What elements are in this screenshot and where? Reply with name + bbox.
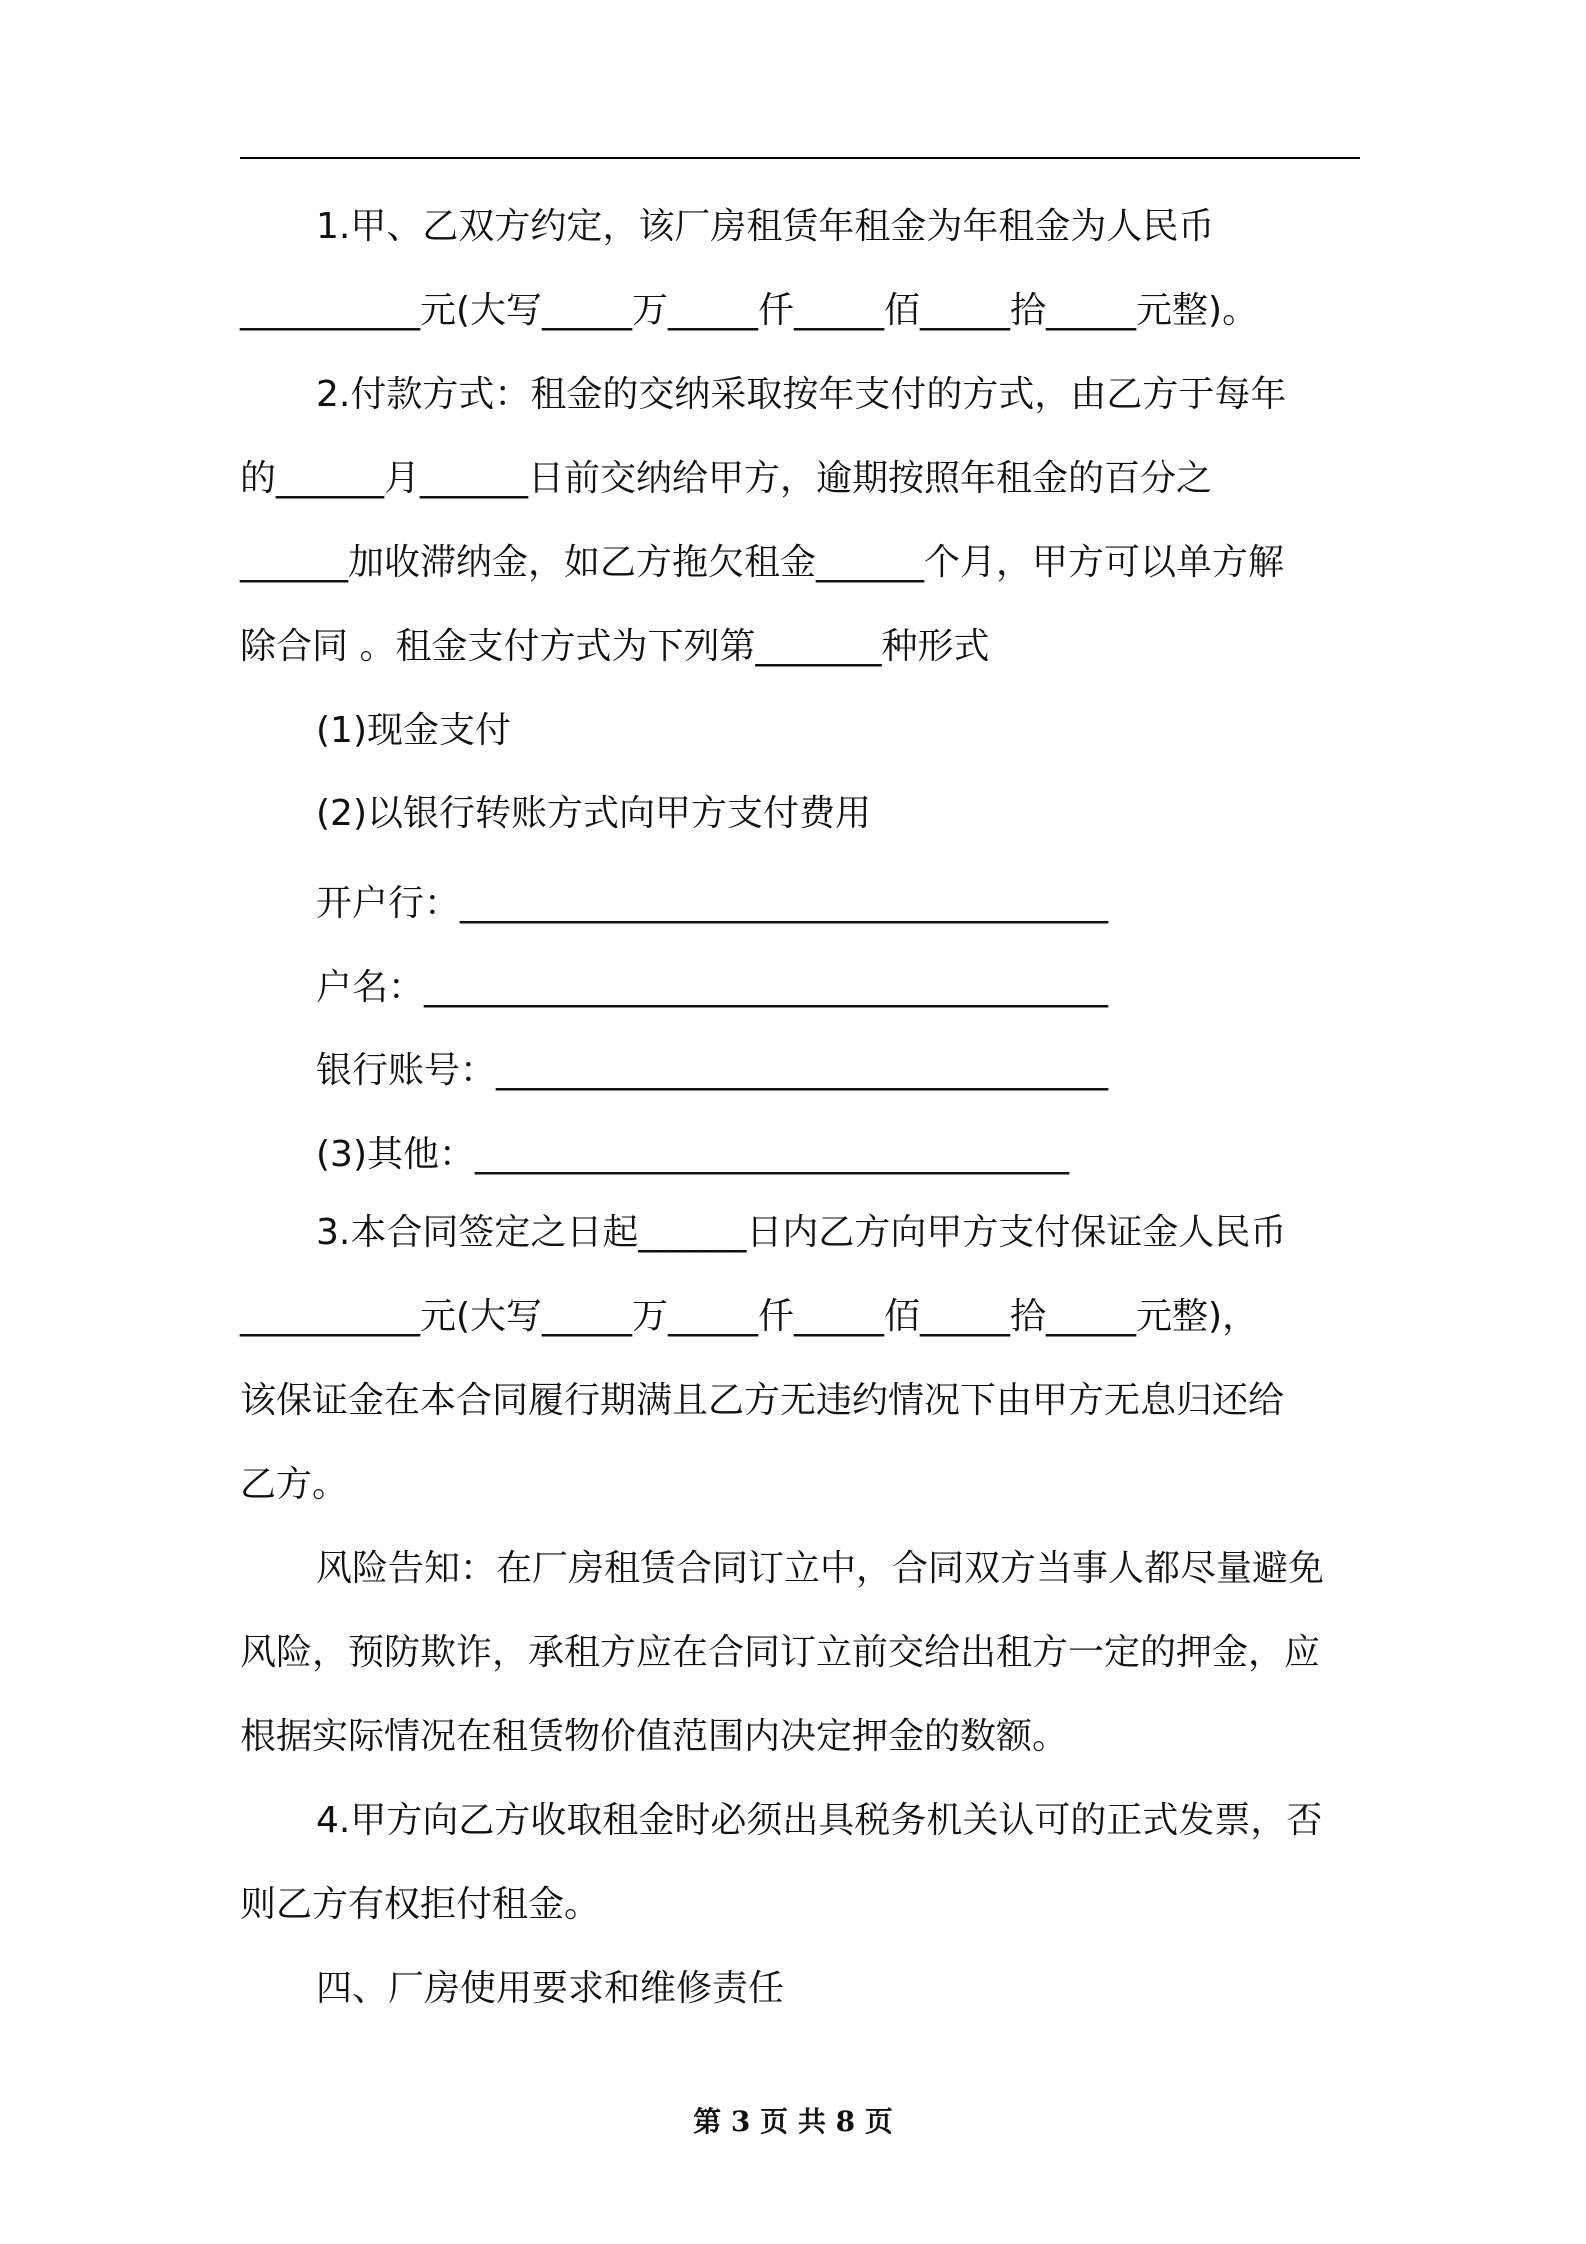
text-line: 银行账号：__________________________________	[316, 1050, 1109, 1091]
text-line: 乙方。	[240, 1464, 349, 1505]
text-line: 四、厂房使用要求和维修责任	[316, 1968, 785, 2009]
text-line: 开户行：____________________________________	[316, 883, 1109, 924]
text-line: (2)以银行转账方式向甲方支付费用	[316, 793, 871, 834]
text-line: 3.本合同签定之日起______日内乙方向甲方支付保证金人民币	[316, 1212, 1287, 1253]
text-line: __________元(大写_____万_____仟_____佰_____拾_____元整)，	[240, 1296, 1259, 1337]
text-line: 户名：______________________________________	[316, 967, 1109, 1008]
text-line: __________元(大写_____万_____仟_____佰_____拾_____元整)。	[240, 290, 1259, 331]
text-line: 除合同 。租金支付方式为下列第_______种形式	[240, 626, 990, 667]
text-line: (3)其他：_________________________________	[316, 1134, 1069, 1175]
text-line: 风险告知：在厂房租赁合同订立中，合同双方当事人都尽量避免	[316, 1548, 1325, 1589]
header-rule	[240, 157, 1360, 159]
text-line: 根据实际情况在租赁物价值范围内决定押金的数额。	[240, 1716, 1069, 1757]
text-line: 的______月______日前交纳给甲方，逾期按照年租金的百分之	[240, 458, 1213, 499]
text-line: (1)现金支付	[316, 710, 511, 751]
text-line: 1.甲、乙双方约定，该厂房租赁年租金为年租金为人民币	[316, 206, 1215, 247]
text-line: 2.付款方式：租金的交纳采取按年支付的方式，由乙方于每年	[316, 374, 1287, 415]
text-line: 该保证金在本合同履行期满且乙方无违约情况下由甲方无息归还给	[240, 1380, 1285, 1421]
text-line: 则乙方有权拒付租金。	[240, 1884, 601, 1925]
page-number-footer: 第 3 页 共 8 页	[693, 2105, 893, 2138]
text-line: 4.甲方向乙方收取租金时必须出具税务机关认可的正式发票，否	[316, 1800, 1323, 1841]
text-line: 风险，预防欺诈，承租方应在合同订立前交给出租方一定的押金，应	[240, 1632, 1321, 1673]
text-line: ______加收滞纳金，如乙方拖欠租金______个月，甲方可以单方解	[240, 542, 1285, 583]
